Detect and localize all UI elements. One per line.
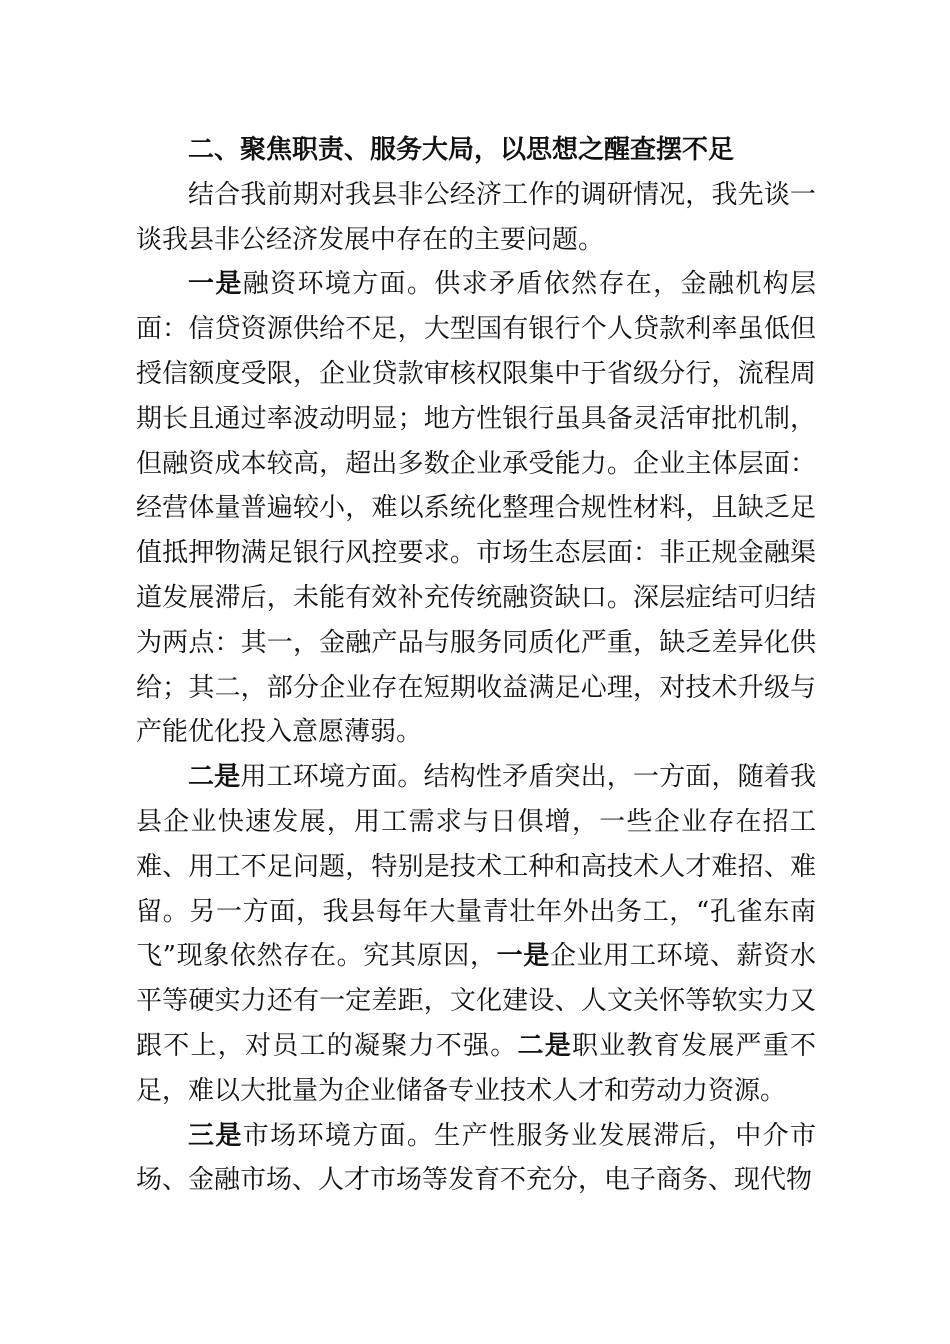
paragraph-lead: 二是 bbox=[188, 762, 241, 793]
section-heading: 二、聚焦职责、服务大局，以思想之醒查摆不足 bbox=[188, 135, 735, 165]
paragraph-text: 用工环境方面。结构性矛盾突出，一方面，随着我县企业快速发展，用工需求与日俱增，一些企业存在招工难、用工不足问题，特别是技术工种和高技术人才难招、难留。另一方面，我县每年大量青壮年外出务工，“孔雀东南飞”现象依然存在。究其原因， bbox=[136, 762, 816, 972]
inline-lead: 二是 bbox=[517, 1030, 572, 1061]
paragraph-lead: 一是 bbox=[188, 269, 243, 300]
document-body bbox=[136, 128, 816, 1203]
inline-lead: 一是 bbox=[496, 941, 550, 972]
paragraph-market bbox=[136, 1114, 816, 1204]
intro-paragraph: 结合我前期对我县非公经济工作的调研情况，我先谈一谈我县非公经济发展中存在的主要问题。 bbox=[136, 179, 816, 255]
paragraph-text: 企业用工环境、薪资水平等硬实力还有一定差距，文化建设、人文关怀等软实力又跟不上，对员工的凝聚力不强。 bbox=[136, 941, 816, 1061]
paragraph-financing bbox=[136, 262, 816, 755]
paragraph-text: 职业教育发展严重不足，难以大批量为企业储备专业技术人才和劳动力资源。 bbox=[136, 1030, 816, 1106]
paragraph-lead: 三是 bbox=[188, 1120, 243, 1151]
paragraph-employment bbox=[136, 755, 816, 1113]
paragraph-text: 融资环境方面。供求矛盾依然存在，金融机构层面：信贷资源供给不足，大型国有银行个人贷款利率虽低但授信额度受限，企业贷款审核权限集中于省级分行，流程周期长且通过率波动明显；地方性银行虽具备灵活审批机制，但融资成本较高，超出多数企业承受能力。企业主体层面：经营体量普遍较小，难以系统化整理合规性材料，且缺乏足值抵押物满足银行风控要求。市场生态层面：非正规金融渠道发展滞后，未能有效补充传统融资缺口。深层症结可归结为两点：其一，金融产品与服务同质化严重，缺乏差异化供给；其二，部分企业存在短期收益满足心理，对技术升级与产能优化投入意愿薄弱。 bbox=[136, 269, 816, 748]
paragraph-text: 市场环境方面。生产性服务业发展滞后，中介市场、金融市场、人才市场等发育不充分，电子商务、现代物 bbox=[136, 1120, 816, 1196]
